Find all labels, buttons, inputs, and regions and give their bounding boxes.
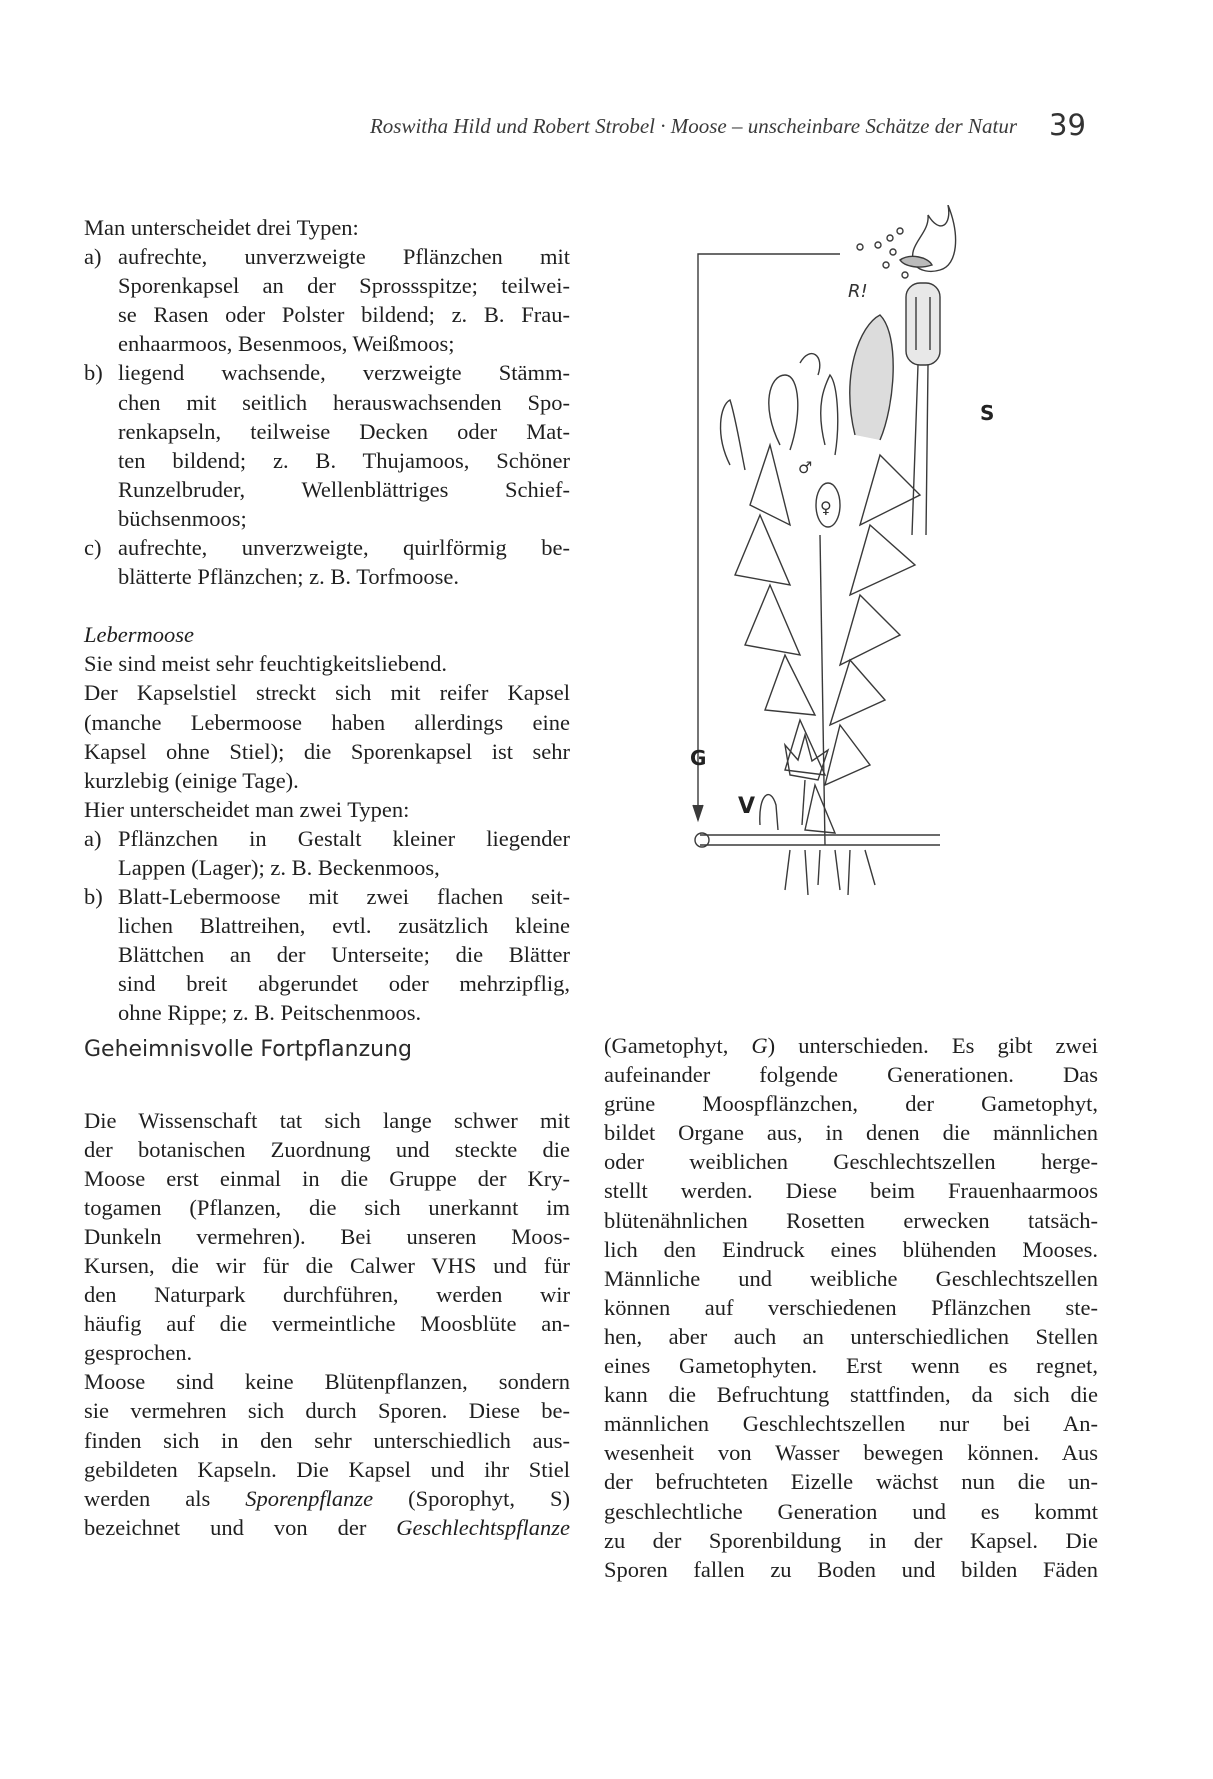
text-line: aufrechte, unverzweigte, quirlförmig be-: [118, 535, 570, 561]
text-run: (Sporophyt, S): [373, 1485, 570, 1511]
list-label: b): [84, 884, 103, 910]
text-line: der befruchteten Eizelle wächst nun die un-: [604, 1469, 1098, 1495]
text-line: Sporen fallen zu Boden und bilden Fäden: [604, 1556, 1098, 1582]
archegonium-icon: [821, 375, 838, 455]
text-line: finden sich in den sehr unterschiedlich aus-: [84, 1427, 570, 1453]
text-line: chen mit seitlich herauswachsenden Spo-: [118, 389, 570, 415]
text-line: eines Gametophyten. Erst wenn es regnet,: [604, 1353, 1098, 1379]
text-line: Blättchen an der Unterseite; die Blätter: [118, 942, 570, 968]
list-label: c): [84, 535, 102, 561]
text-line: Moose sind keine Blütenpflanzen, sondern: [84, 1369, 570, 1395]
text-line: grüne Moospflänzchen, der Gametophyt,: [604, 1091, 1098, 1117]
italic-term: G: [751, 1033, 768, 1058]
subheading-lebermoose: Lebermoose: [84, 622, 194, 648]
text-line: Dunkeln vermehren). Bei unseren Moos-: [84, 1223, 570, 1249]
text-line: kann die Befruchtung stattfinden, da sich die: [604, 1382, 1098, 1408]
text-line: blütenähnlichen Rosetten erwecken tatsäch-: [604, 1207, 1098, 1233]
archegonium-capsule-icon: [850, 315, 893, 440]
text-line: ten bildend; z. B. Thujamoos, Schöner: [118, 447, 570, 473]
page-header: [0, 108, 1213, 148]
page-number: 39: [1049, 108, 1086, 142]
text-line: liegend wachsende, verzweigte Stämm-: [118, 360, 570, 386]
text-line: Sporenkapsel an der Sprossspitze; teilwei-: [118, 273, 570, 299]
list-label: a): [84, 825, 102, 851]
label-g: G: [690, 746, 707, 770]
moss-illustration: [690, 205, 1000, 1000]
protonema-thread: [700, 835, 940, 845]
lid-icon: [900, 256, 932, 267]
text-line: Moose erst einmal in die Gruppe der Kry-: [84, 1165, 570, 1191]
text-line-mixed: [84, 1484, 570, 1513]
label-v: V: [738, 794, 756, 819]
sporangium-capsule-icon: [906, 283, 940, 365]
text-line: aufrechte, unverzweigte Pflänzchen mit: [118, 244, 570, 270]
text-line: aufeinander folgende Generationen. Das: [604, 1062, 1098, 1088]
spacer: [84, 591, 570, 620]
text-line: lich den Eindruck eines blühenden Mooses.: [604, 1236, 1098, 1262]
text-line: Sie sind meist sehr feuchtigkeitsliebend.: [84, 651, 448, 677]
moss-life-cycle-figure: [690, 205, 1000, 1000]
text-line: kurzlebig (einige Tage).: [84, 767, 299, 793]
young-stem: [802, 780, 805, 825]
rain-label: R!: [848, 281, 868, 302]
leber-item-a: [84, 824, 570, 853]
text-line: den Naturpark durchführen, werden wir: [84, 1282, 570, 1308]
text-line: Lappen (Lager); z. B. Beckenmoos,: [118, 854, 440, 880]
male-symbol: ♂: [798, 458, 813, 477]
text-line: Der Kapselstiel streckt sich mit reifer Kapsel: [84, 680, 570, 706]
text-line: Die Wissenschaft tat sich lange schwer mit: [84, 1107, 570, 1133]
text-line: lichen Blattreihen, evtl. zusätzlich kleine: [118, 913, 570, 939]
sperm-path-icon: [800, 354, 820, 375]
text-line: oder weiblichen Geschlechtszellen herge-: [604, 1149, 1098, 1175]
label-s: S: [980, 401, 995, 425]
text-run: werden als: [84, 1485, 246, 1511]
list-label: b): [84, 360, 103, 386]
text-run: ) unterschieden. Es gibt zwei: [767, 1033, 1099, 1058]
list-item-c: [84, 533, 570, 562]
text-line: hen, aber auch an unterschiedlichen Stellen: [604, 1323, 1098, 1349]
leber-item-b: [84, 882, 570, 911]
text-line: können auf verschiedenen Pflänzchen ste-: [604, 1294, 1098, 1320]
text-line: blätterte Pflänzchen; z. B. Torfmoose.: [118, 564, 460, 590]
text-line: büchsenmoos;: [118, 505, 247, 531]
text-line: häufig auf die vermeintliche Moosblüte an-: [84, 1311, 570, 1337]
seta-stalk: [912, 365, 928, 535]
text-line: Kapsel ohne Stiel); die Sporenkapsel ist sehr: [84, 738, 570, 764]
text-line: bildet Organe aus, in denen die männlichen: [604, 1120, 1098, 1146]
text-line: renkapseln, teilweise Decken oder Mat-: [118, 418, 570, 444]
italic-term: Sporenpflanze: [245, 1485, 374, 1511]
section-heading: Geheimnisvolle Fortpflanzung: [84, 1036, 413, 1062]
text-line: Pflänzchen in Gestalt kleiner liegender: [118, 825, 570, 851]
left-column: [84, 213, 570, 1542]
text-line: ohne Rippe; z. B. Peitschenmoos.: [118, 1000, 422, 1026]
text-line-mixed: [84, 1513, 570, 1542]
text-line: Runzelbruder, Wellenblättriges Schief-: [118, 476, 570, 502]
text-line: geschlechtliche Generation und es kommt: [604, 1498, 1098, 1524]
paraphyse-icon: [721, 400, 745, 470]
text-run: bezeichnet und von der: [84, 1514, 397, 1540]
text-line: Kursen, die wir für die Calwer VHS und für: [84, 1253, 570, 1278]
female-symbol: ♀: [820, 498, 832, 517]
running-title: Roswitha Hild und Robert Strobel · Moose – unscheinbare Schätze der Natur: [369, 114, 1017, 138]
text-line: Hier unterscheidet man zwei Typen:: [84, 796, 410, 822]
text-line: (manche Lebermoose haben allerdings eine: [84, 709, 570, 735]
protonema-bud-icon: [760, 795, 778, 830]
text-line: stellt werden. Diese beim Frauenhaarmoos: [604, 1178, 1098, 1204]
italic-term: Geschlechtspflanze: [396, 1514, 570, 1540]
text-line: se Rasen oder Polster bildend; z. B. Frau-: [118, 302, 570, 328]
right-column: [604, 1031, 1098, 1584]
intro-line: Man unterscheidet drei Typen:: [84, 215, 359, 240]
text-line: sie vermehren sich durch Sporen. Diese be-: [84, 1398, 570, 1424]
text-line: Männliche und weibliche Geschlechtszellen: [604, 1265, 1098, 1291]
rhizoids: [785, 850, 875, 895]
antheridium-icon: [769, 375, 798, 450]
text-line: zu der Sporenbildung in der Kapsel. Die: [604, 1527, 1098, 1553]
text-line: gebildeten Kapseln. Die Kapsel und ihr Stiel: [84, 1456, 570, 1482]
text-line: togamen (Pflanzen, die sich unerkannt im: [84, 1194, 570, 1220]
text-line: Blatt-Lebermoose mit zwei flachen seit-: [118, 884, 570, 910]
text-line: männlichen Geschlechtszellen nur bei An-: [604, 1411, 1098, 1437]
text-line: der botanischen Zuordnung und steckte die: [84, 1136, 570, 1162]
text-line: gesprochen.: [84, 1340, 193, 1366]
list-label: a): [84, 244, 102, 270]
text-line-mixed: [604, 1031, 1098, 1060]
spores-icon: [857, 228, 908, 278]
list-item-b: [84, 358, 570, 387]
text-line: wesenheit von Wasser bewegen können. Aus: [604, 1440, 1098, 1466]
text-line: enhaarmoos, Besenmoos, Weißmoos;: [118, 331, 455, 357]
text-run: (Gametophyt,: [604, 1033, 752, 1058]
cycle-arrow-head: [693, 805, 703, 820]
list-item-a: [84, 242, 570, 271]
text-line: sind breit abgerundet oder mehrzipflig,: [118, 971, 570, 997]
